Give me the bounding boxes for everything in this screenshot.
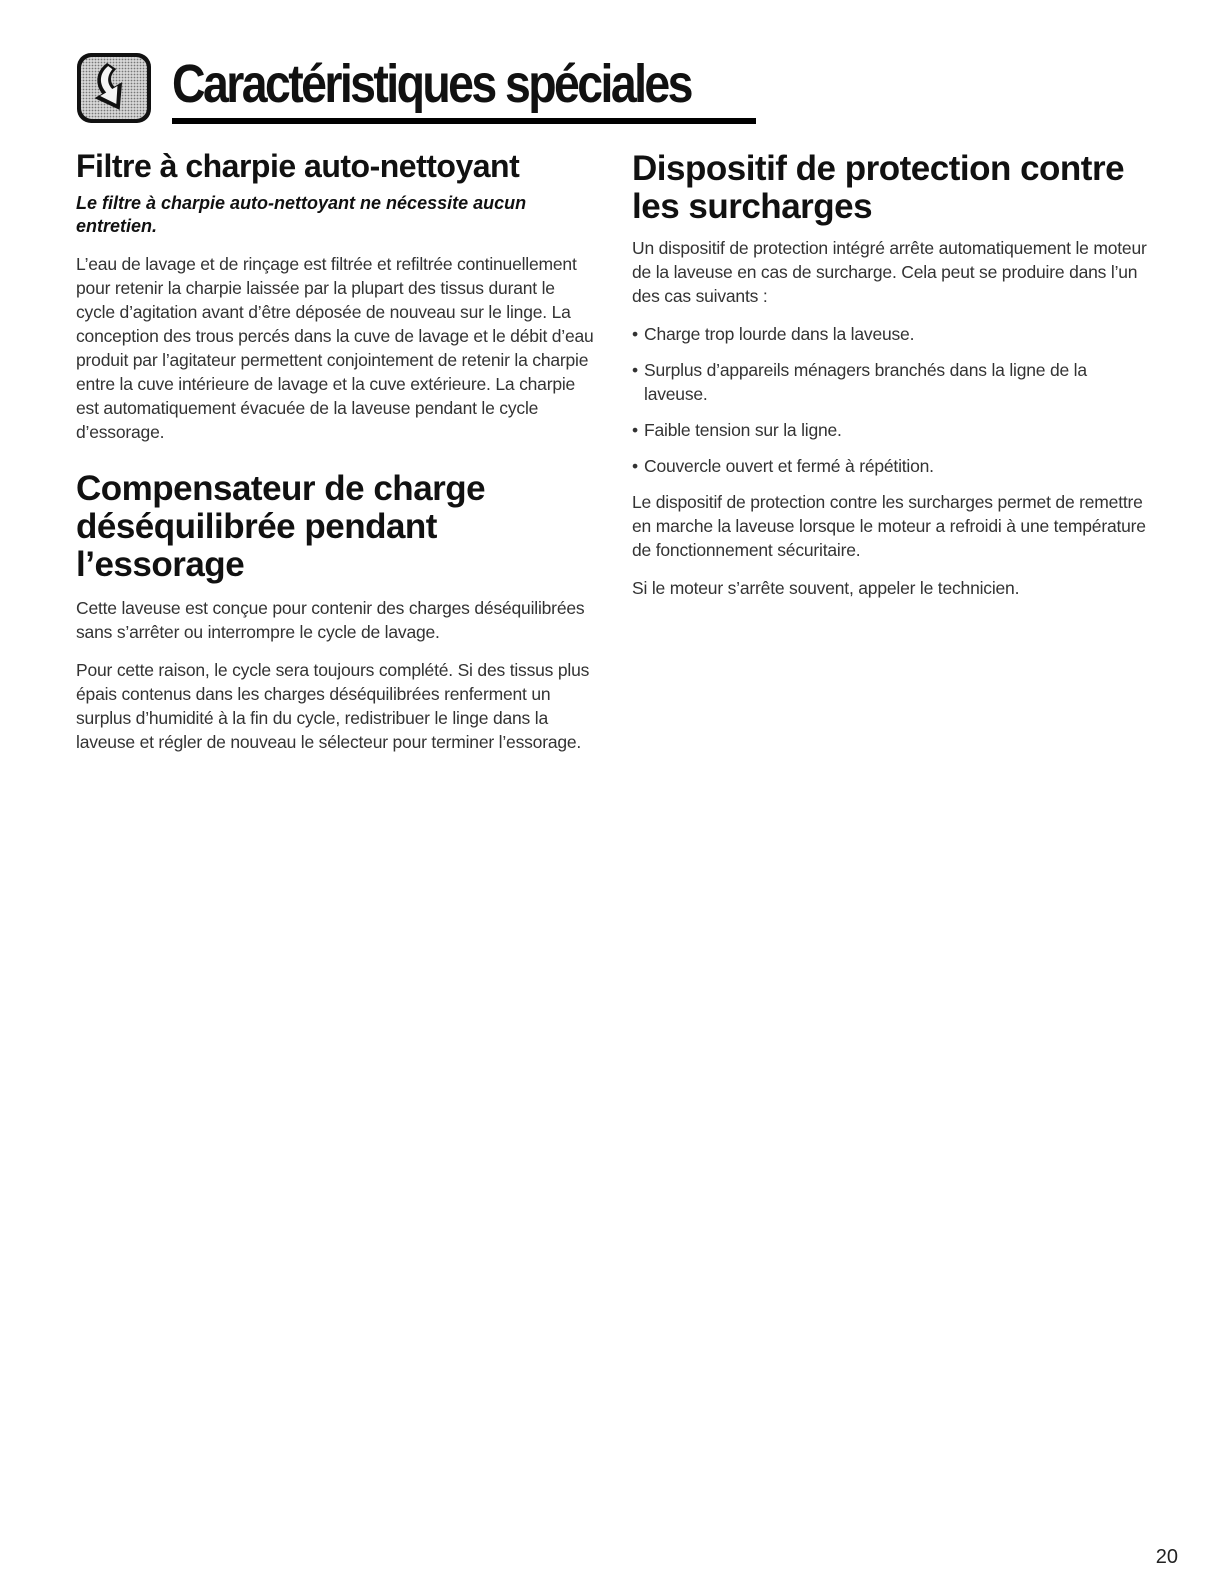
lint-filter-paragraph: L’eau de lavage et de rinçage est filtrée et refiltrée continuellement pour retenir la charpie laissée par la plupart des tissus durant le cycle d’agitation avant d’être déposée de nouveau sur le linge. La conception des trous percés dans la cuve de lavage et le débit d’eau produit par l’agitateur permettent conjointement de retenir la charpie entre la cuve intérieure de lavage et la cuve extérieure. La charpie est automatiquement évacuée de la laveuse pendant le cycle d’essorage. — [76, 254, 594, 442]
title-underline — [172, 118, 756, 124]
left-column — [76, 146, 596, 768]
overload-cases-list — [632, 322, 1152, 478]
arrow-icon — [76, 52, 152, 124]
list-item: • Charge trop lourde dans la laveuse. — [632, 324, 915, 344]
list-item: • Surplus d’appareils ménagers branchés dans la ligne de la laveuse. — [632, 360, 1087, 404]
load-compensator-paragraph-1: Cette laveuse est conçue pour contenir des charges déséquilibrées sans s’arrêter ou interrompre le cycle de lavage. — [76, 598, 585, 642]
bullet-icon: • — [632, 420, 638, 440]
bullet-icon: • — [632, 456, 638, 476]
page-title: Caractéristiques spéciales — [172, 54, 691, 114]
list-item: • Couvercle ouvert et fermé à répétition. — [632, 456, 934, 476]
section-subtitle: Le filtre à charpie auto-nettoyant ne nécessite aucun entretien. — [76, 193, 527, 236]
section-heading-load-compensator: Compensateur de charge déséquilibrée pendant l’essorage — [76, 469, 486, 584]
overload-paragraph-1: Le dispositif de protection contre les surcharges permet de remettre en marche la laveuse lorsque le moteur a refroidi à une température de fonctionnement sécuritaire. — [632, 492, 1146, 560]
section-heading-lint-filter: Filtre à charpie auto-nettoyant — [76, 148, 520, 184]
page-header — [76, 44, 756, 130]
overload-paragraph-2: Si le moteur s’arrête souvent, appeler le technicien. — [632, 578, 1020, 598]
overload-intro-paragraph: Un dispositif de protection intégré arrête automatiquement le moteur de la laveuse en cas de surcharge. Cela peut se produire dans l’un des cas suivants : — [632, 238, 1147, 306]
list-item: • Faible tension sur la ligne. — [632, 420, 842, 440]
load-compensator-paragraph-2: Pour cette raison, le cycle sera toujours complété. Si des tissus plus épais contenus dans les charges déséquilibrées renferment un surplus d’humidité à la fin du cycle, redistribuer le linge dans la laveuse et régler de nouveau le sélecteur pour terminer l’essorage. — [76, 660, 590, 752]
right-column — [632, 150, 1152, 614]
section-heading-overload-protection: Dispositif de protection contre les surcharges — [632, 149, 1125, 226]
bullet-icon: • — [632, 324, 638, 344]
page-number: 20 — [1155, 1546, 1178, 1568]
bullet-icon: • — [632, 360, 638, 380]
